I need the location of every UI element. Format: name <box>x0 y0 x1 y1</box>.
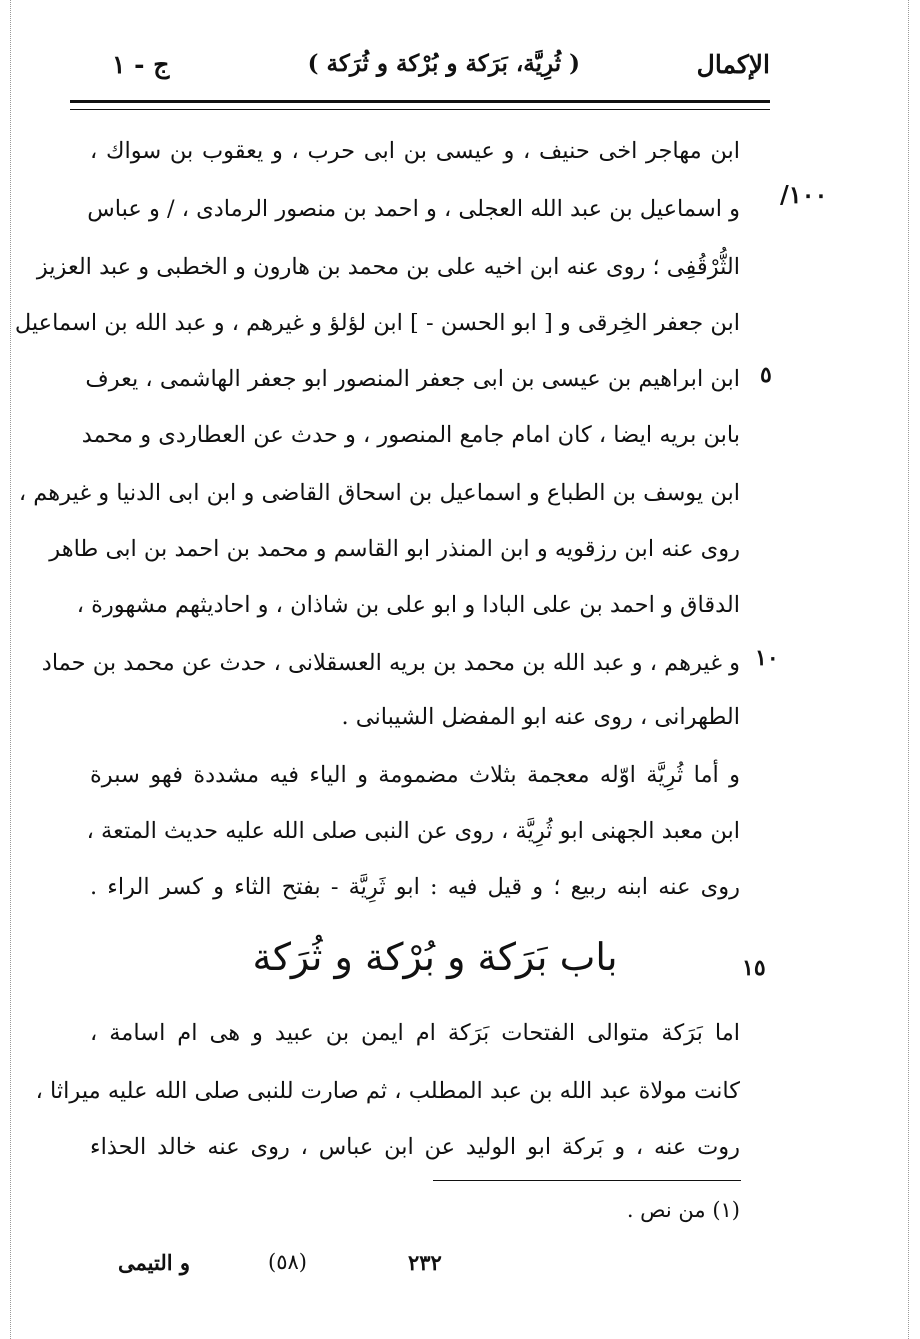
text-line-9: الدقاق و احمد بن على البادا و ابو على بن شاذان ، و احاديثهم مشهورة ، <box>76 592 740 618</box>
footnote-rule <box>433 1180 741 1181</box>
text-line-1: ابن مهاجر اخى حنيف ، و عيسى بن ابى حرب ، و يعقوب بن سواك ، <box>90 138 740 164</box>
line-number-15: ١٥ <box>742 955 766 981</box>
scan-edge-left <box>10 0 11 1339</box>
page-number: ٢٣٢ <box>408 1250 442 1275</box>
text-line-4: ابن جعفر الخِرقى و [ ابو الحسن - ] ابن لؤلؤ و غيرهم ، و عبد الله بن اسماعيل <box>14 310 740 336</box>
para2-line-2: ابن معبد الجهنى ابو ثُرِيَّة ، روى عن النبى صلى الله عليه حديث المتعة ، <box>86 818 740 844</box>
para3-line-3: روت عنه ، و بَركة ابو الوليد عن ابن عباس ، روى عنه خالد الحذاء <box>90 1134 740 1160</box>
chapter-title: باب بَرَكة و بُرْكة و ثُرَكة <box>252 935 618 979</box>
header-rule-thick <box>70 100 770 103</box>
text-line-8: روى عنه ابن رزقويه و ابن المنذر ابو القاسم و محمد بن احمد بن ابى طاهر <box>49 536 740 562</box>
para2-line-1: و أما ثُرِيَّة اوّله معجمة بثلاث مضمومة و الياء فيه مشددة فهو سبرة <box>90 762 740 788</box>
text-line-10: و غيرهم ، و عبد الله بن محمد بن بريه العسقلانى ، حدث عن محمد بن حماد <box>41 650 740 676</box>
text-line-6: بابن بريه ايضا ، كان امام جامع المنصور ، و حدث عن العطاردى و محمد <box>81 422 740 448</box>
text-line-5: ابن ابراهيم بن عيسى بن ابى جعفر المنصور ابو جعفر الهاشمى ، يعرف <box>85 366 740 392</box>
page-header <box>90 50 770 92</box>
book-title: الإكمال <box>696 50 770 79</box>
footnote: (١) من نص . <box>626 1198 740 1222</box>
volume-label: ج - ١ <box>112 50 170 79</box>
text-line-11: الطهرانى ، روى عنه ابو المفضل الشيبانى . <box>341 704 740 730</box>
sequence-number: (٥٨) <box>268 1250 307 1274</box>
section-title: ( ثُرِيَّة، بَرَكة و بُرْكة و ثُرَكة ) <box>307 50 580 77</box>
para3-line-1: اما بَرَكة متوالى الفتحات بَرَكة ام ايمن بن عبيد و هى ام اسامة ، <box>90 1020 740 1046</box>
text-line-2: و اسماعيل بن عبد الله العجلى ، و احمد بن منصور الرمادى ، / و عباس <box>87 196 740 222</box>
header-rule-thin <box>70 109 770 110</box>
text-line-3: الثُّرْقُفِى ؛ روى عنه ابن اخيه على بن محمد بن هارون و الخطبى و عبد العزيز <box>36 254 740 280</box>
line-number-10: ١٠ <box>755 645 779 671</box>
text-line-7: ابن يوسف بن الطباع و اسماعيل بن اسحاق القاضى و ابن ابى الدنيا و غيرهم ، <box>18 480 740 506</box>
para2-line-3: روى عنه ابنه ربيع ؛ و قيل فيه : ابو ثَرِيَّة - بفتح الثاء و كسر الراء . <box>90 874 740 900</box>
line-number-5: ٥ <box>760 362 772 388</box>
para3-line-2: كانت مولاة عبد الله بن عبد المطلب ، ثم صارت للنبى صلى الله عليه ميراثا ، <box>35 1078 740 1104</box>
scan-edge-right <box>908 0 909 1339</box>
catchword: و التيمى <box>118 1250 191 1275</box>
folio-mark: ١٠٠/ <box>780 180 828 209</box>
